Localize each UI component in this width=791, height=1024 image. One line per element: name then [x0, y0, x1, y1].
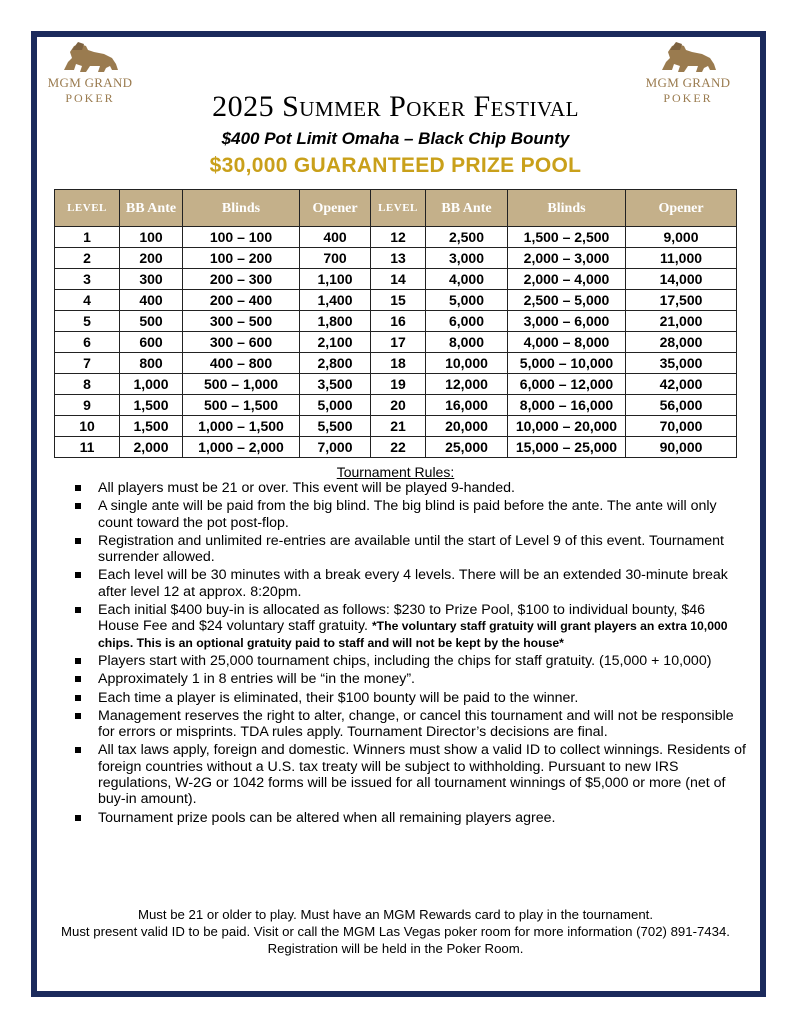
table-cell: 10 — [55, 416, 120, 437]
rule-text: Management reserves the right to alter, change, or cancel this tournament and will not be responsible for errors or misprints. TDA rules apply. Tournament Director’s decisions are final. — [98, 707, 734, 741]
table-cell: 300 – 500 — [183, 311, 300, 332]
table-cell: 9 — [55, 395, 120, 416]
table-cell: 5 — [55, 311, 120, 332]
table-cell: 1,500 — [120, 416, 183, 437]
table-cell: 56,000 — [626, 395, 737, 416]
table-cell: 35,000 — [626, 353, 737, 374]
table-row — [55, 374, 737, 395]
footer-line-2: Must present valid ID to be paid. Visit or call the MGM Las Vegas poker room for more information (702) 891-7434. Registration will be held in the Poker Room. — [61, 924, 730, 956]
rule-item — [72, 810, 748, 826]
footer-notice — [40, 906, 751, 957]
table-cell: 7 — [55, 353, 120, 374]
guaranteed-prize-pool: $30,000 GUARANTEED PRIZE POOL — [209, 154, 582, 177]
table-cell: 14,000 — [626, 269, 737, 290]
table-cell: 2,800 — [300, 353, 371, 374]
table-cell: 4,000 – 8,000 — [508, 332, 626, 353]
table-cell: 11,000 — [626, 248, 737, 269]
table-cell: 2,500 – 5,000 — [508, 290, 626, 311]
table-cell: 500 – 1,000 — [183, 374, 300, 395]
blind-structure-table — [54, 189, 737, 458]
table-cell: 4,000 — [426, 269, 508, 290]
table-cell: 400 — [120, 290, 183, 311]
rule-item — [72, 602, 748, 651]
table-cell: 2,000 — [120, 437, 183, 458]
table-cell: 9,000 — [626, 227, 737, 248]
rule-item — [72, 690, 748, 706]
table-header-row — [55, 190, 737, 227]
table-cell: 1 — [55, 227, 120, 248]
rule-text: All players must be 21 or over. This event will be played 9-handed. — [98, 480, 515, 496]
rule-text: Players start with 25,000 tournament chips, including the chips for staff gratuity. (15,000 + 10,000) — [98, 652, 712, 669]
table-cell: 200 — [120, 248, 183, 269]
rule-text: Each initial $400 buy-in is allocated as follows: $230 to Prize Pool, $100 to individual bounty, $46 House Fee and $24 voluntary staff gratuity. — [98, 602, 706, 635]
rules-list — [72, 480, 748, 828]
table-cell: 12 — [371, 227, 426, 248]
table-cell: 300 – 600 — [183, 332, 300, 353]
table-cell: 300 — [120, 269, 183, 290]
rules-heading: Tournament Rules: — [336, 464, 455, 480]
table-cell: 800 — [120, 353, 183, 374]
rule-text: Each level will be 30 minutes with a break every 4 levels. There will be an extended 30-minute break after level 12 at approx. 8:20pm. — [98, 567, 728, 600]
table-cell: 3,500 — [300, 374, 371, 395]
table-cell: 6,000 — [426, 311, 508, 332]
table-cell: 20,000 — [426, 416, 508, 437]
rule-text: Tournament prize pools can be altered when all remaining players agree. — [98, 809, 556, 826]
table-row — [55, 332, 737, 353]
table-cell: 15 — [371, 290, 426, 311]
table-cell: 1,000 — [120, 374, 183, 395]
table-cell: 500 — [120, 311, 183, 332]
rule-item — [72, 480, 748, 496]
table-cell: 12,000 — [426, 374, 508, 395]
table-cell: 2,100 — [300, 332, 371, 353]
table-cell: 11 — [55, 437, 120, 458]
lion-icon — [656, 40, 720, 74]
table-cell: 7,000 — [300, 437, 371, 458]
column-header-bb-ante: BB Ante — [120, 190, 183, 227]
column-header-bb-ante: BB Ante — [426, 190, 508, 227]
rule-text: Each time a player is eliminated, their $100 bounty will be paid to the winner. — [98, 689, 579, 706]
table-cell: 17,500 — [626, 290, 737, 311]
table-cell: 16,000 — [426, 395, 508, 416]
table-cell: 2,000 – 4,000 — [508, 269, 626, 290]
column-header-opener: Opener — [626, 190, 737, 227]
lion-icon — [58, 40, 122, 74]
column-header-blinds: Blinds — [183, 190, 300, 227]
table-row — [55, 311, 737, 332]
table-cell: 20 — [371, 395, 426, 416]
table-cell: 1,000 – 2,000 — [183, 437, 300, 458]
table-cell: 200 – 300 — [183, 269, 300, 290]
table-cell: 19 — [371, 374, 426, 395]
column-header-level: LEVEL — [371, 190, 426, 227]
table-cell: 2,500 — [426, 227, 508, 248]
logo-line1: MGM GRAND — [645, 75, 731, 90]
table-cell: 5,000 — [300, 395, 371, 416]
table-cell: 600 — [120, 332, 183, 353]
table-cell: 400 — [300, 227, 371, 248]
table-cell: 5,000 — [426, 290, 508, 311]
table-cell: 400 – 800 — [183, 353, 300, 374]
table-cell: 17 — [371, 332, 426, 353]
table-cell: 1,400 — [300, 290, 371, 311]
table-cell: 5,500 — [300, 416, 371, 437]
table-cell: 18 — [371, 353, 426, 374]
table-cell: 42,000 — [626, 374, 737, 395]
rule-note: *The voluntary staff gratuity will grant players an extra 10,000 chips. This is an optional gratuity paid to staff and will not be kept by the house* — [98, 619, 728, 650]
rule-item — [72, 498, 748, 531]
table-cell: 8 — [55, 374, 120, 395]
table-cell: 100 – 100 — [183, 227, 300, 248]
page-title: 2025 Summer Poker Festival — [212, 90, 579, 123]
table-cell: 2,000 – 3,000 — [508, 248, 626, 269]
table-cell: 2 — [55, 248, 120, 269]
rule-text: All tax laws apply, foreign and domestic. Winners must show a valid ID to collect winnings. Residents of foreign countries without a U.S. tax treaty will be subject to withholding. Pursuant to new IRS regulations, W-2G or 1042 forms will be issued for all tournament winnings of $5,000 or more (net of buy-in amount). — [98, 742, 746, 808]
table-cell: 200 – 400 — [183, 290, 300, 311]
rule-item — [72, 742, 748, 807]
table-row — [55, 227, 737, 248]
table-cell: 21,000 — [626, 311, 737, 332]
table-row — [55, 395, 737, 416]
table-cell: 21 — [371, 416, 426, 437]
footer-line-1: Must be 21 or older to play. Must have an MGM Rewards card to play in the tournament. — [137, 907, 654, 922]
table-cell: 25,000 — [426, 437, 508, 458]
table-cell: 1,100 — [300, 269, 371, 290]
table-cell: 4 — [55, 290, 120, 311]
table-row — [55, 437, 737, 458]
table-cell: 90,000 — [626, 437, 737, 458]
table-cell: 22 — [371, 437, 426, 458]
table-cell: 1,500 — [120, 395, 183, 416]
table-cell: 16 — [371, 311, 426, 332]
rule-text: Registration and unlimited re-entries are available until the start of Level 9 of this event. Tournament surrender allowed. — [98, 532, 724, 566]
table-cell: 100 – 200 — [183, 248, 300, 269]
rule-item — [72, 671, 748, 687]
table-cell: 500 – 1,500 — [183, 395, 300, 416]
table-cell: 6 — [55, 332, 120, 353]
column-header-level: LEVEL — [55, 190, 120, 227]
table-row — [55, 290, 737, 311]
table-row — [55, 416, 737, 437]
table-cell: 10,000 – 20,000 — [508, 416, 626, 437]
table-cell: 8,000 — [426, 332, 508, 353]
table-row — [55, 269, 737, 290]
rule-text: A single ante will be paid from the big blind. The big blind is paid before the ante. The ante will only count toward the pot post-flop. — [98, 498, 717, 531]
table-cell: 1,500 – 2,500 — [508, 227, 626, 248]
table-row — [55, 248, 737, 269]
table-cell: 3 — [55, 269, 120, 290]
table-cell: 5,000 – 10,000 — [508, 353, 626, 374]
table-cell: 8,000 – 16,000 — [508, 395, 626, 416]
rule-text: Approximately 1 in 8 entries will be “in the money”. — [98, 671, 415, 688]
table-cell: 14 — [371, 269, 426, 290]
table-cell: 6,000 – 12,000 — [508, 374, 626, 395]
logo-line2: POKER — [663, 91, 713, 105]
rule-item — [72, 653, 748, 669]
table-cell: 3,000 — [426, 248, 508, 269]
table-cell: 10,000 — [426, 353, 508, 374]
table-cell: 700 — [300, 248, 371, 269]
table-cell: 13 — [371, 248, 426, 269]
column-header-blinds: Blinds — [508, 190, 626, 227]
table-cell: 1,000 – 1,500 — [183, 416, 300, 437]
rule-item — [72, 567, 748, 600]
table-cell: 15,000 – 25,000 — [508, 437, 626, 458]
table-cell: 1,800 — [300, 311, 371, 332]
rule-item — [72, 533, 748, 566]
table-cell: 70,000 — [626, 416, 737, 437]
table-cell: 28,000 — [626, 332, 737, 353]
column-header-opener: Opener — [300, 190, 371, 227]
event-subtitle: $400 Pot Limit Omaha – Black Chip Bounty — [221, 129, 570, 148]
logo-line2: POKER — [65, 91, 115, 105]
table-row — [55, 353, 737, 374]
rule-item — [72, 708, 748, 741]
table-cell: 3,000 – 6,000 — [508, 311, 626, 332]
logo-line1: MGM GRAND — [47, 75, 133, 90]
table-cell: 100 — [120, 227, 183, 248]
